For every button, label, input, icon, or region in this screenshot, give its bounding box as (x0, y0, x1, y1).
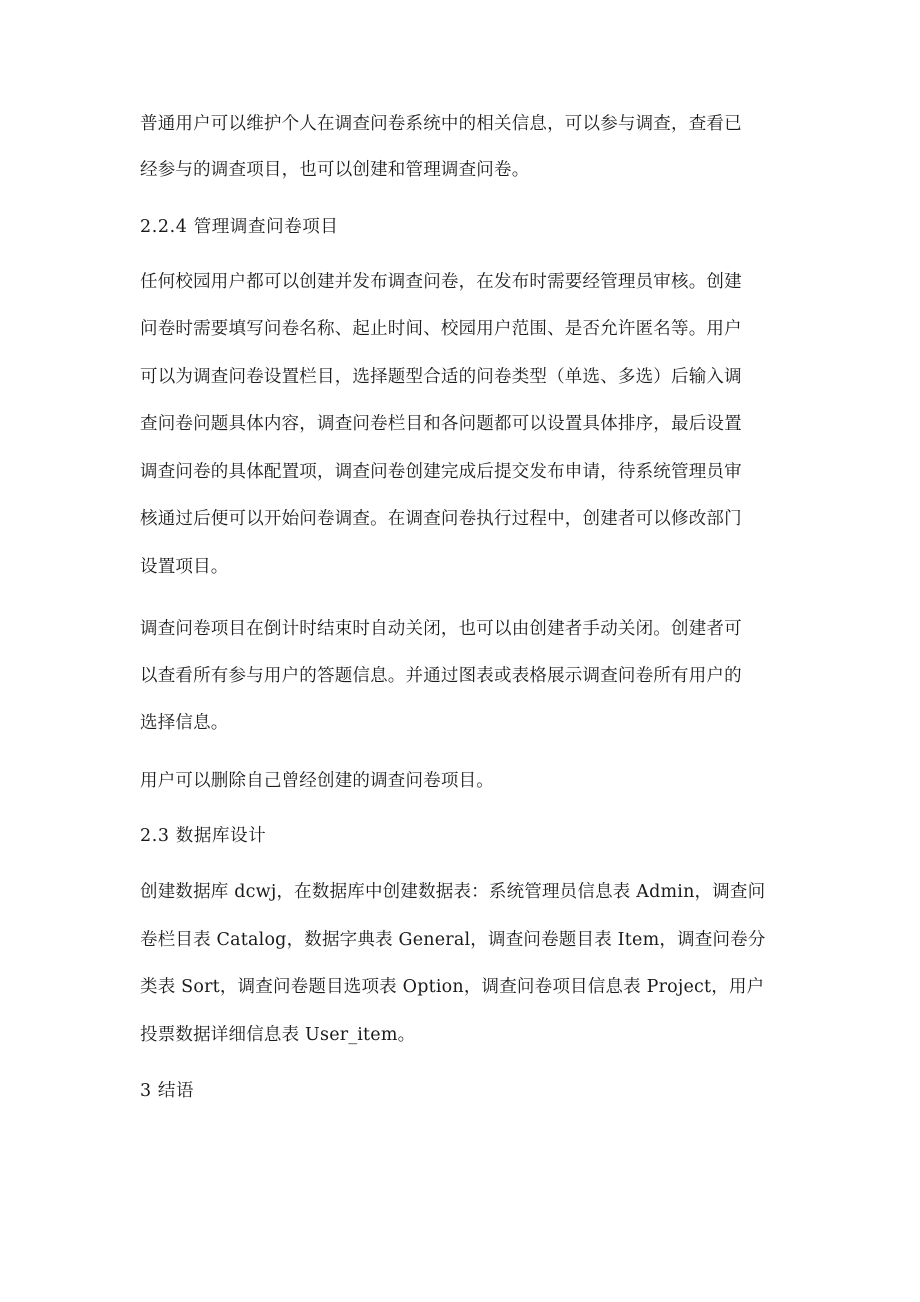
paragraph-3-line-2: 以查看所有参与用户的答题信息。并通过图表或表格展示调查问卷所有用户的 (140, 666, 742, 686)
paragraph-3-line-1: 调查问卷项目在倒计时结束时自动关闭，也可以由创建者手动关闭。创建者可 (140, 619, 742, 639)
paragraph-5-line-1: 创建数据库 dcwj，在数据库中创建数据表：系统管理员信息表 Admin，调查问 (140, 882, 766, 902)
paragraph-2-line-1: 任何校园用户都可以创建并发布调查问卷，在发布时需要经管理员审核。创建 (140, 272, 742, 292)
paragraph-5-line-4: 投票数据详细信息表 User_item。 (140, 1025, 416, 1045)
paragraph-5-line-2: 卷栏目表 Catalog，数据字典表 General，调查问卷题目表 Item，调查问卷分 (140, 930, 766, 950)
paragraph-4-line-1: 用户可以删除自己曾经创建的调查问卷项目。 (140, 771, 494, 791)
paragraph-1-line-2: 经参与的调查项目，也可以创建和管理调查问卷。 (140, 160, 530, 180)
paragraph-2-line-4: 查问卷问题具体内容，调查问卷栏目和各问题都可以设置具体排序，最后设置 (140, 414, 742, 434)
section-heading-3: 3 结语 (140, 1081, 195, 1101)
paragraph-1-line-1: 普通用户可以维护个人在调查问卷系统中的相关信息，可以参与调查，查看已 (140, 114, 742, 134)
paragraph-5-line-3: 类表 Sort，调查问卷题目选项表 Option，调查问卷项目信息表 Project，用户 (140, 977, 765, 997)
paragraph-3-line-3: 选择信息。 (140, 713, 229, 733)
section-heading-2-3: 2.3 数据库设计 (140, 826, 267, 846)
section-heading-2-2-4: 2.2.4 管理调查问卷项目 (140, 217, 339, 237)
paragraph-2-line-5: 调查问卷的具体配置项，调查问卷创建完成后提交发布申请，待系统管理员审 (140, 462, 742, 482)
paragraph-2-line-6: 核通过后便可以开始问卷调查。在调查问卷执行过程中，创建者可以修改部门 (140, 509, 742, 529)
paragraph-2-line-3: 可以为调查问卷设置栏目，选择题型合适的问卷类型（单选、多选）后输入调 (140, 367, 742, 387)
paragraph-2-line-2: 问卷时需要填写问卷名称、起止时间、校园用户范围、是否允许匿名等。用户 (140, 319, 742, 339)
paragraph-2-line-7: 设置项目。 (140, 557, 229, 577)
